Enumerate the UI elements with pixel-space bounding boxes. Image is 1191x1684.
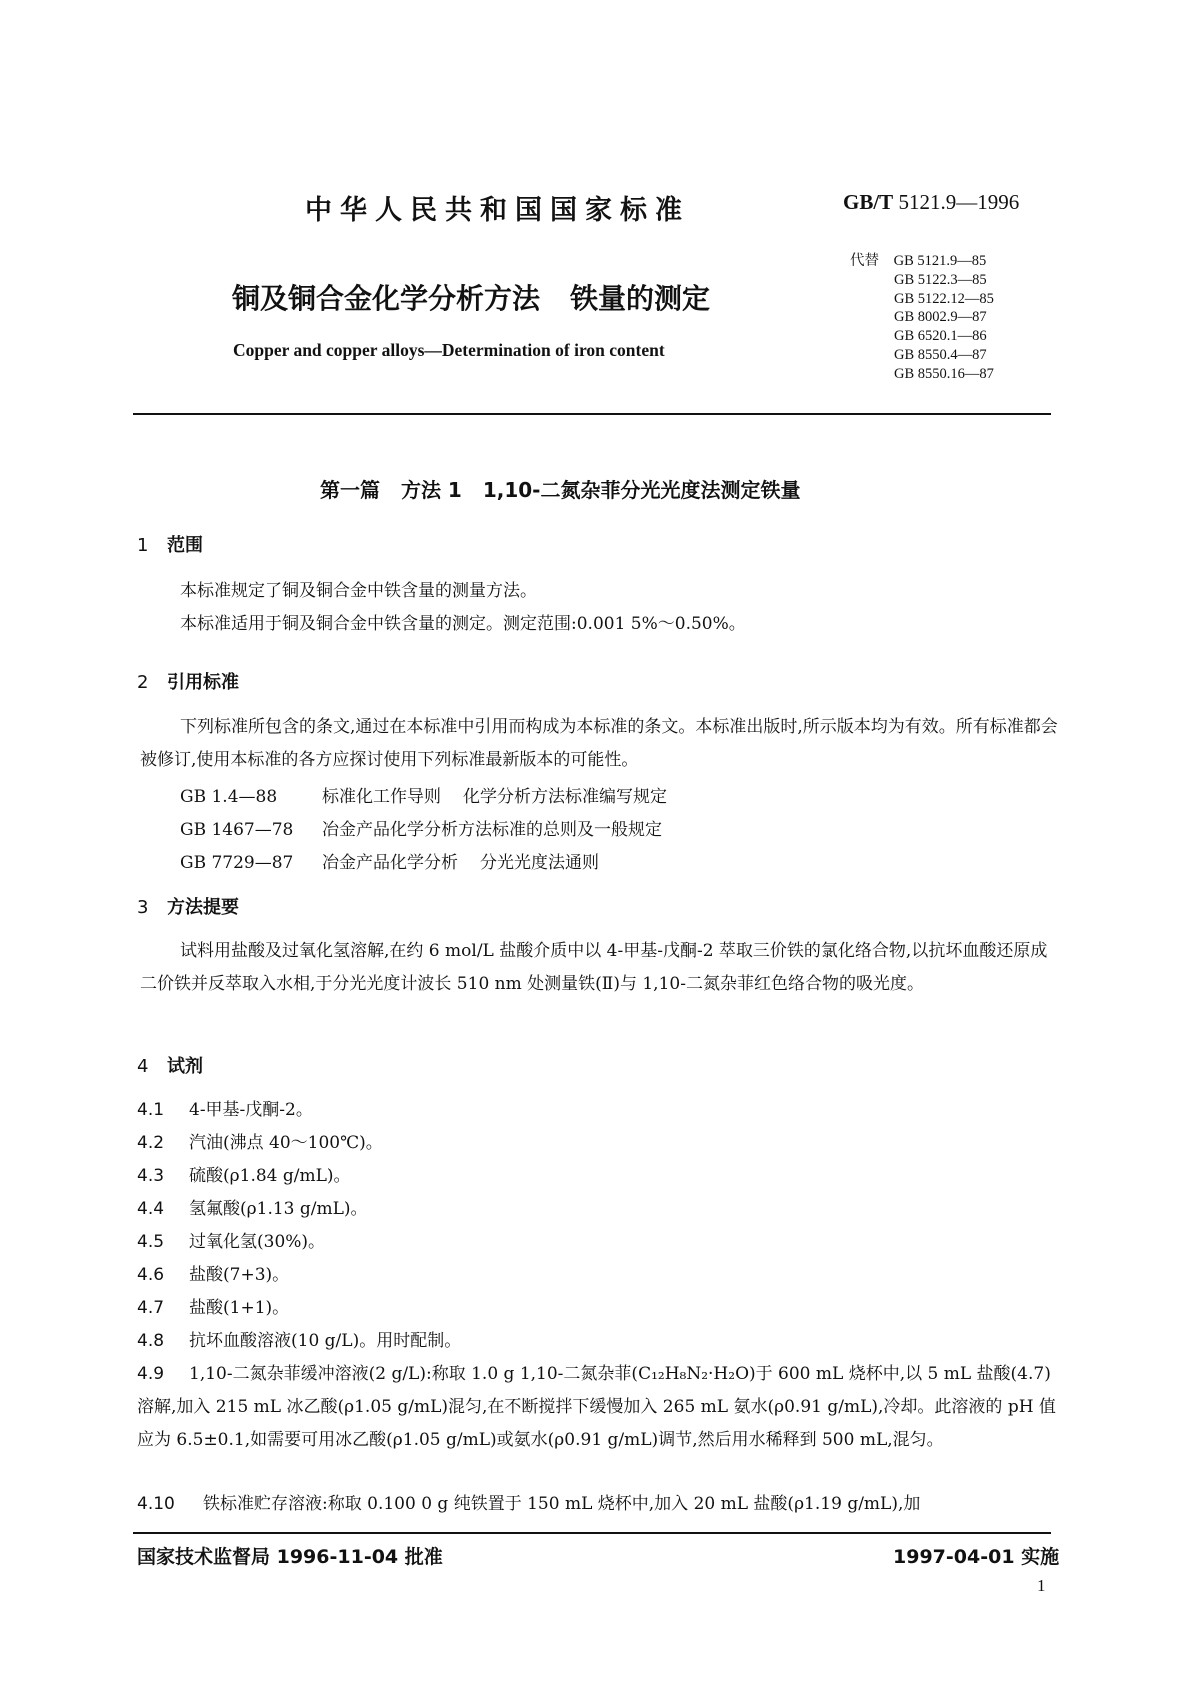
standard-number-value: 5121.9—1996 bbox=[898, 190, 1020, 214]
implementation-date: 1997-04-01 实施 bbox=[893, 1546, 1060, 1568]
replaces-item: GB 8550.4—87 bbox=[894, 346, 987, 363]
section-number: 2 bbox=[137, 672, 149, 693]
reference-code: GB 1.4—88 bbox=[180, 787, 278, 807]
section-4-heading bbox=[137, 1052, 203, 1078]
reagent-text: 氢氟酸(ρ1.13 g/mL)。 bbox=[189, 1199, 368, 1219]
reagent-number: 4.4 bbox=[137, 1199, 165, 1219]
method-label: 方法 1 bbox=[400, 478, 462, 502]
section-3-text: 试料用盐酸及过氧化氢溶解,在约 6 mol/L 盐酸介质中以 4-甲基-戊酮-2 萃取三价铁的氯化络合物,以抗坏血酸还原成二价铁并反萃取入水相,于分光光度计波长 510 nm 处测量铁(Ⅱ)与 1,10-二氮杂菲红色络合物的吸光度。 bbox=[140, 941, 1048, 994]
reagent-number: 4.2 bbox=[137, 1133, 165, 1153]
standard-number bbox=[843, 190, 1019, 215]
section-1-paragraph-2: 本标准适用于铜及铜合金中铁含量的测定。测定范围:0.001 5%～0.50%。 bbox=[180, 614, 746, 634]
reagent-number: 4.8 bbox=[137, 1331, 165, 1351]
reagent-item bbox=[137, 1259, 1059, 1292]
reference-code: GB 1467—78 bbox=[180, 820, 294, 840]
reagent-number: 4.1 bbox=[137, 1100, 165, 1120]
header-divider bbox=[133, 413, 1051, 415]
section-title: 方法提要 bbox=[167, 897, 239, 918]
reagent-item bbox=[137, 1193, 1059, 1226]
reagent-number: 4.7 bbox=[137, 1298, 165, 1318]
reference-row bbox=[180, 848, 599, 873]
reagent-number: 4.6 bbox=[137, 1265, 165, 1285]
document-title-part1: 铜及铜合金化学分析方法 bbox=[232, 282, 541, 315]
reference-title: 冶金产品化学分析方法标准的总则及一般规定 bbox=[322, 820, 662, 840]
reagent-item bbox=[137, 1358, 1059, 1457]
replaces-item: GB 8002.9—87 bbox=[894, 309, 987, 326]
reagent-number: 4.5 bbox=[137, 1232, 165, 1252]
section-number: 1 bbox=[137, 535, 149, 556]
reference-row bbox=[180, 782, 667, 807]
reference-subtitle: 化学分析方法标准编写规定 bbox=[463, 787, 667, 807]
reference-code: GB 7729—87 bbox=[180, 853, 294, 873]
reagent-text: 抗坏血酸溶液(10 g/L)。用时配制。 bbox=[189, 1331, 462, 1351]
reagent-text: 4-甲基-戊酮-2。 bbox=[189, 1100, 313, 1120]
part-heading bbox=[320, 474, 814, 503]
reagent-text: 硫酸(ρ1.84 g/mL)。 bbox=[189, 1166, 351, 1186]
replaces-item: GB 6520.1—86 bbox=[894, 328, 987, 345]
section-1-paragraph-1: 本标准规定了铜及铜合金中铁含量的测量方法。 bbox=[180, 581, 537, 601]
part-label: 第一篇 bbox=[320, 478, 380, 502]
section-3-heading bbox=[137, 893, 239, 919]
reference-row bbox=[180, 815, 684, 840]
section-number: 3 bbox=[137, 897, 149, 918]
reagent-text: 汽油(沸点 40～100℃)。 bbox=[189, 1133, 383, 1153]
replaces-item: GB 8550.16—87 bbox=[894, 365, 994, 382]
reagent-text: 盐酸(7+3)。 bbox=[189, 1265, 290, 1285]
reagent-item bbox=[137, 1127, 1059, 1160]
section-2-intro: 下列标准所包含的条文,通过在本标准中引用而构成为本标准的条文。本标准出版时,所示版本均为有效。所有标准都会被修订,使用本标准的各方应探讨使用下列标准最新版本的可能性。 bbox=[140, 717, 1058, 770]
section-title: 引用标准 bbox=[167, 672, 239, 693]
replaces-block bbox=[850, 252, 994, 384]
section-title: 范围 bbox=[167, 535, 203, 556]
footer-divider bbox=[133, 1532, 1051, 1534]
reagent-text: 1,10-二氮杂菲缓冲溶液(2 g/L):称取 1.0 g 1,10-二氮杂菲(C₁₂H₈N₂·H₂O)于 600 mL 烧杯中,以 5 mL 盐酸(4.7)溶解,加入 215 mL 冰乙酸(ρ1.05 g/mL)混匀,在不断搅拌下缓慢加入 265 mL 氨水(ρ0.91 g/mL),冷却。此溶液的 pH 值应为 6.5±0.1,如需要可用冰乙酸(ρ1.05 g/mL)或氨水(ρ0.91 g/mL)调节,然后用水稀释到 500 mL,混匀。 bbox=[137, 1364, 1056, 1450]
reagent-text: 盐酸(1+1)。 bbox=[189, 1298, 290, 1318]
reagent-number: 4.10 bbox=[137, 1494, 175, 1514]
reference-subtitle: 分光光度法通则 bbox=[480, 853, 599, 873]
document-title-english: Copper and copper alloys—Determination of iron content bbox=[233, 340, 665, 360]
replaces-item: GB 5122.3—85 bbox=[894, 271, 987, 288]
section-2-heading bbox=[137, 668, 239, 694]
section-title: 试剂 bbox=[167, 1056, 203, 1077]
reagent-text: 过氧化氢(30%)。 bbox=[189, 1232, 326, 1252]
reagent-item bbox=[137, 1226, 1059, 1259]
national-standard-title: 中华人民共和国国家标准 bbox=[305, 195, 690, 226]
standard-prefix: GB/T bbox=[843, 190, 894, 214]
method-name: 1,10-二氮杂菲分光光度法测定铁量 bbox=[482, 478, 801, 502]
reagent-item bbox=[137, 1094, 1059, 1127]
replaces-label: 代替 bbox=[850, 253, 879, 269]
reagent-text: 铁标准贮存溶液:称取 0.100 0 g 纯铁置于 150 mL 烧杯中,加入 20 mL 盐酸(ρ1.19 g/mL),加 bbox=[203, 1494, 921, 1514]
reference-title: 标准化工作导则 bbox=[322, 787, 441, 807]
replaces-item: GB 5121.9—85 bbox=[893, 253, 987, 269]
reagent-item bbox=[137, 1160, 1059, 1193]
reagent-number: 4.9 bbox=[137, 1364, 165, 1384]
approval-date: 国家技术监督局 1996-11-04 批准 bbox=[137, 1546, 443, 1568]
section-1-heading bbox=[137, 531, 203, 557]
reagent-item bbox=[137, 1292, 1059, 1325]
reference-title: 冶金产品化学分析 bbox=[322, 853, 458, 873]
section-number: 4 bbox=[137, 1056, 149, 1077]
replaces-item: GB 5122.12—85 bbox=[894, 290, 994, 307]
document-title bbox=[232, 277, 710, 317]
reagent-item bbox=[137, 1488, 1059, 1521]
document-title-part2: 铁量的测定 bbox=[570, 282, 711, 315]
reagent-item bbox=[137, 1325, 1059, 1358]
page-number: 1 bbox=[1037, 1576, 1046, 1595]
reagent-number: 4.3 bbox=[137, 1166, 165, 1186]
